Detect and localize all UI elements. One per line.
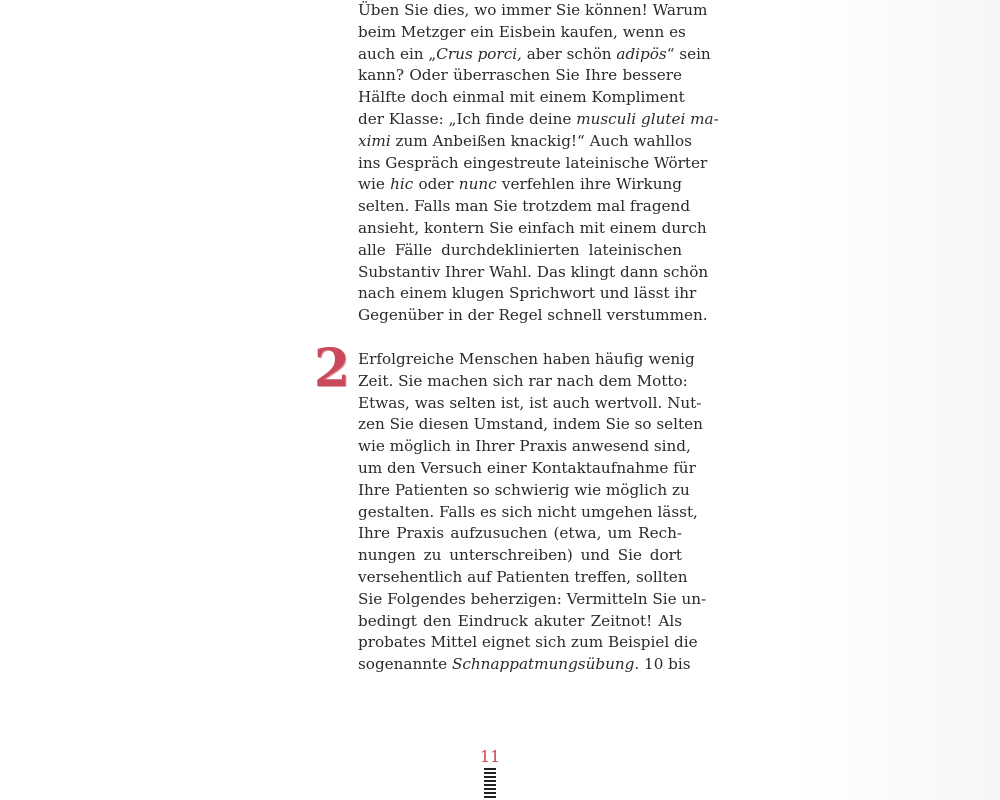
text-line: bedingt den Eindruck akuter Zeitnot! Als xyxy=(358,611,682,630)
italic-term-schnappatmungsuebung: Schnappatmungsübung. xyxy=(451,655,640,674)
text-run: wie xyxy=(358,175,391,194)
text-line: zen Sie diesen Umstand, indem Sie so selten xyxy=(358,415,703,434)
text-line: Ihre Praxis aufzusuchen (etwa, um Rech- xyxy=(358,524,682,543)
text-line: Üben Sie dies, wo immer Sie können! Warum xyxy=(358,1,708,19)
text-run: “ sein xyxy=(666,44,711,63)
italic-term-maximi: ximi xyxy=(358,131,391,150)
text-line: Gegenüber in der Regel schnell verstummen. xyxy=(358,306,708,325)
text-line: Sie Folgendes beherzigen: Vermitteln Sie un- xyxy=(358,589,707,608)
text-line: nach einem klugen Sprichwort und lässt ihr xyxy=(358,284,697,303)
text-line: Ihre Patienten so schwierig wie möglich zu xyxy=(358,480,690,499)
page-edge-ticks xyxy=(484,768,496,800)
text-line xyxy=(358,44,711,66)
text-run: 10 bis xyxy=(639,655,691,674)
italic-term-nunc: nunc xyxy=(458,175,497,194)
text-line: versehentlich auf Patienten treffen, sollten xyxy=(358,567,688,586)
italic-term-crus-porci: Crus porci, xyxy=(436,44,522,63)
text-line: beim Metzger ein Eisbein kaufen, wenn es xyxy=(358,22,686,41)
text-line xyxy=(358,174,682,196)
text-run: verfehlen ihre Wirkung xyxy=(496,175,682,194)
page-number: 11 xyxy=(479,747,501,766)
italic-term-musculi-glutei: musculi glutei ma- xyxy=(576,109,719,128)
paragraph-2 xyxy=(358,349,707,676)
text-line: gestalten. Falls es sich nicht umgehen lässt, xyxy=(358,502,698,521)
text-run: oder xyxy=(413,175,459,194)
text-line: nungen zu unterschreiben) und Sie dort xyxy=(358,546,682,565)
italic-term-hic: hic xyxy=(390,175,414,194)
text-line: selten. Falls man Sie trotzdem mal fragend xyxy=(358,197,691,216)
text-line xyxy=(358,654,691,676)
italic-term-adipos: adipös xyxy=(616,44,667,63)
text-run: auch ein „ xyxy=(358,44,437,63)
text-line: alle Fälle durchdeklinierten lateinischen xyxy=(358,240,682,259)
text-line: wie möglich in Ihrer Praxis anwesend sind, xyxy=(358,437,691,456)
text-line: um den Versuch einer Kontaktaufnahme für xyxy=(358,458,696,477)
paragraph-1 xyxy=(358,0,719,327)
text-line: probates Mittel eignet sich zum Beispiel die xyxy=(358,633,698,652)
text-line xyxy=(358,109,719,131)
text-line: Zeit. Sie machen sich rar nach dem Motto: xyxy=(358,371,688,390)
text-line: ansieht, kontern Sie einfach mit einem durch xyxy=(358,218,707,237)
text-run: zum Anbeißen knackig!“ Auch wahllos xyxy=(390,131,692,150)
text-line: Hälfte doch einmal mit einem Kompliment xyxy=(358,88,685,107)
text-line: Substantiv Ihrer Wahl. Das klingt dann schön xyxy=(358,262,709,281)
text-line: ins Gespräch eingestreute lateinische Wörter xyxy=(358,153,708,172)
text-line: Erfolgreiche Menschen haben häufig wenig xyxy=(358,350,695,368)
text-line xyxy=(358,131,692,153)
text-run: sogenannte xyxy=(358,655,452,674)
text-run: der Klasse: „Ich finde deine xyxy=(358,109,577,128)
section-number: 2 xyxy=(313,338,351,399)
text-run: aber schön xyxy=(521,44,617,63)
text-line: Etwas, was selten ist, ist auch wertvoll. Nut- xyxy=(358,393,702,412)
text-line: kann? Oder überraschen Sie Ihre bessere xyxy=(358,66,682,85)
